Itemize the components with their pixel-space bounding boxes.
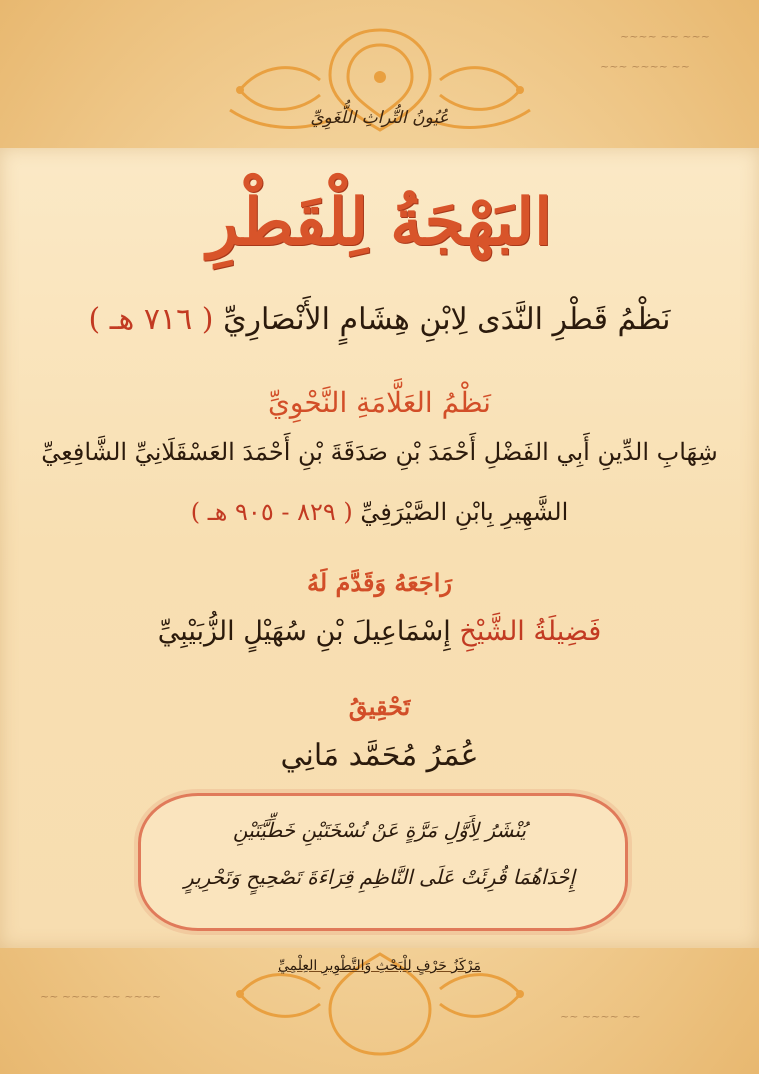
note-line-2: إِحْدَاهُمَا قُرِئَتْ عَلَى النَّاظِمِ قِرَاءَةَ تَصْحِيحٍ وَتَحْرِيرٍ bbox=[184, 865, 575, 889]
reviewer bbox=[0, 616, 759, 647]
book-title: البَهْجَةُ لِلْقَطْرِ bbox=[207, 185, 552, 260]
subtitle-text: نَظْمُ قَطْرِ النَّدَى لِابْنِ هِشَامٍ الأَنْصَارِيِّ bbox=[223, 302, 671, 337]
reviewer-title: فَضِيلَةُ الشَّيْخِ bbox=[459, 616, 602, 647]
subtitle bbox=[0, 302, 759, 337]
author-fame-text: الشَّهِيرِ بِابْنِ الصَّيْرَفِيِّ bbox=[360, 498, 569, 526]
manuscript-texture: ~~ ~~~~ ~~ bbox=[560, 1010, 641, 1023]
manuscript-texture: ~~~~ ~~ ~~~~ ~~ bbox=[40, 990, 162, 1003]
publisher-name: مَرْكَزُ حَرْفٍ لِلْبَحْثِ وَالتَّطْوِيرِ العِلْمِيِّ bbox=[278, 958, 481, 974]
author-dates: ( ٨٢٩ - ٩٠٥ هـ ) bbox=[190, 498, 353, 526]
author-fame bbox=[0, 498, 759, 526]
series-title: عُيُونُ التُّراثِ اللُّغَوِيِّ bbox=[310, 108, 449, 128]
editing-label: تَحْقِيقُ bbox=[348, 692, 411, 721]
subtitle-date: ( ٧١٦ هـ ) bbox=[88, 302, 214, 337]
reviewer-name: إِسْمَاعِيلَ بْنِ سُهَيْلٍ الزُّبَيْبِيِّ bbox=[157, 616, 451, 647]
poem-heading: نَظْمُ العَلَّامَةِ النَّحْوِيِّ bbox=[268, 386, 491, 419]
reviewed-label: رَاجَعَهُ وَقَدَّمَ لَهُ bbox=[307, 568, 452, 597]
manuscript-texture: ~~ ~~~~ ~~~ bbox=[600, 60, 690, 73]
manuscript-texture: ~~~ ~~ ~~~~ bbox=[620, 30, 710, 43]
note-line-1: يُنْشَرُ لِأَوَّلِ مَرَّةٍ عَنْ نُسْخَتَيْنِ خَطِّيَّتَيْنِ bbox=[233, 818, 526, 842]
editor-name: عُمَرُ مُحَمَّد مَانِي bbox=[280, 738, 479, 773]
author-name: شِهَابِ الدِّينِ أَبِي الفَضْلِ أَحْمَدَ بْنِ صَدَقَةَ بْنِ أَحْمَدَ العَسْقَلَانِيِّ الشَّافِعِيِّ bbox=[41, 438, 718, 466]
note-frame bbox=[138, 793, 628, 931]
